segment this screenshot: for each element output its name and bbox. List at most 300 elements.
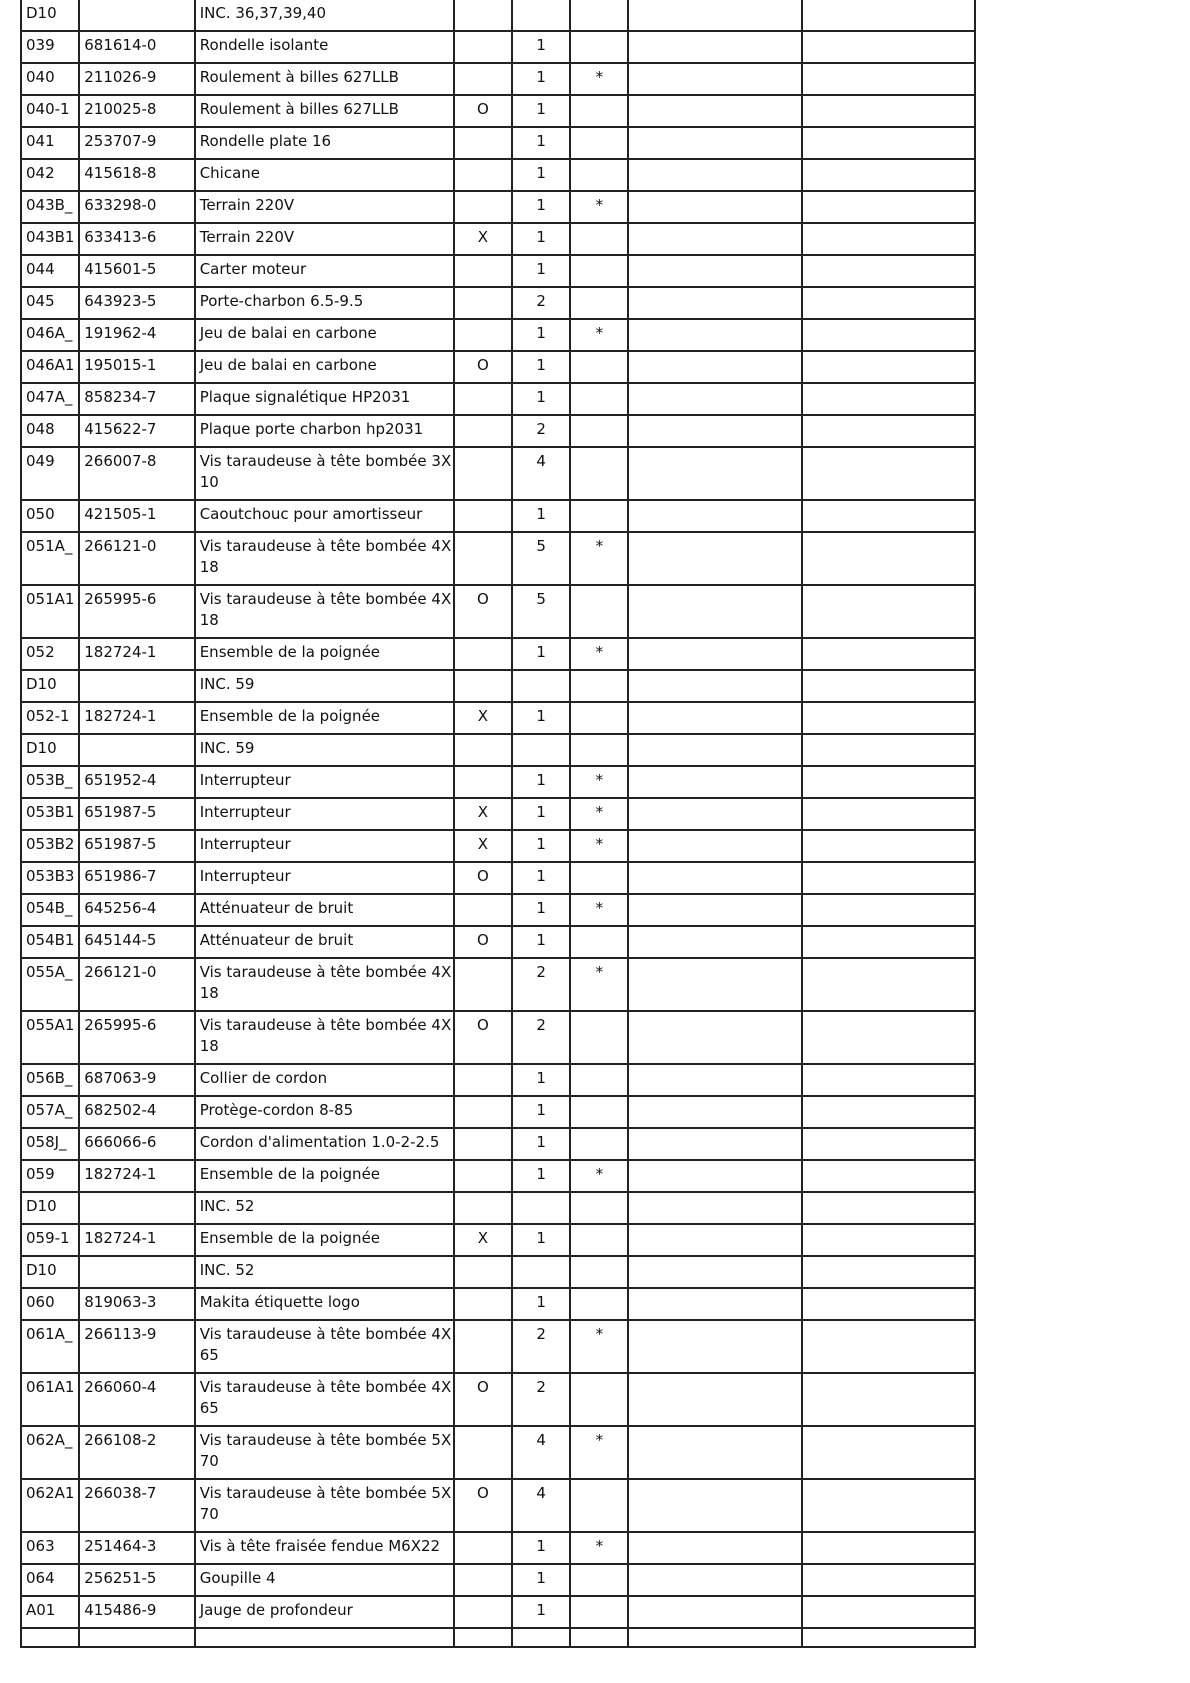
blank-cell: [802, 415, 975, 447]
option-cell: [454, 383, 512, 415]
table-row: [21, 319, 975, 351]
description-cell: Protège-cordon 8-85: [195, 1096, 454, 1128]
option-cell: [454, 1160, 512, 1192]
quantity-cell: 1: [512, 862, 570, 894]
quantity-cell: 2: [512, 287, 570, 319]
description-cell: Vis taraudeuse à tête bombée 5X 70: [195, 1426, 454, 1479]
description-cell: Vis taraudeuse à tête bombée 3X 10: [195, 447, 454, 500]
table-row: [21, 1628, 975, 1647]
ref-cell: 051A1: [21, 585, 79, 638]
ref-cell: 059: [21, 1160, 79, 1192]
table-row: [21, 1532, 975, 1564]
table-row: [21, 585, 975, 638]
blank-cell: [628, 1628, 802, 1647]
description-cell: Roulement à billes 627LLB: [195, 63, 454, 95]
blank-cell: [628, 670, 802, 702]
blank-cell: [628, 351, 802, 383]
note-cell: *: [570, 958, 628, 1011]
part-number-cell: [79, 734, 194, 766]
blank-cell: [802, 958, 975, 1011]
blank-cell: [628, 1192, 802, 1224]
option-cell: [454, 1128, 512, 1160]
part-number-cell: [79, 0, 194, 31]
part-number-cell: 645256-4: [79, 894, 194, 926]
blank-cell: [802, 585, 975, 638]
part-number-cell: 858234-7: [79, 383, 194, 415]
quantity-cell: 1: [512, 127, 570, 159]
table-row: [21, 255, 975, 287]
part-number-cell: 687063-9: [79, 1064, 194, 1096]
option-cell: [454, 1064, 512, 1096]
blank-cell: [628, 1532, 802, 1564]
table-row: [21, 926, 975, 958]
note-cell: [570, 926, 628, 958]
ref-cell: A01: [21, 1596, 79, 1628]
part-number-cell: 182724-1: [79, 702, 194, 734]
table-row: [21, 447, 975, 500]
table-row: [21, 830, 975, 862]
blank-cell: [628, 638, 802, 670]
ref-cell: 052: [21, 638, 79, 670]
note-cell: *: [570, 798, 628, 830]
blank-cell: [628, 63, 802, 95]
note-cell: [570, 734, 628, 766]
table-row: [21, 1426, 975, 1479]
part-number-cell: 666066-6: [79, 1128, 194, 1160]
quantity-cell: 1: [512, 702, 570, 734]
note-cell: [570, 287, 628, 319]
part-number-cell: 266108-2: [79, 1426, 194, 1479]
note-cell: [570, 351, 628, 383]
blank-cell: [628, 1320, 802, 1373]
table-row: [21, 1192, 975, 1224]
quantity-cell: 5: [512, 585, 570, 638]
table-row: [21, 500, 975, 532]
note-cell: [570, 1064, 628, 1096]
part-number-cell: 256251-5: [79, 1564, 194, 1596]
blank-cell: [628, 1564, 802, 1596]
quantity-cell: 2: [512, 1011, 570, 1064]
blank-cell: [802, 255, 975, 287]
option-cell: X: [454, 1224, 512, 1256]
blank-cell: [628, 191, 802, 223]
option-cell: [454, 127, 512, 159]
description-cell: Vis taraudeuse à tête bombée 4X 65: [195, 1373, 454, 1426]
option-cell: [454, 63, 512, 95]
description-cell: INC. 59: [195, 734, 454, 766]
option-cell: O: [454, 926, 512, 958]
quantity-cell: [512, 1256, 570, 1288]
ref-cell: 053B1: [21, 798, 79, 830]
table-row: [21, 1288, 975, 1320]
option-cell: O: [454, 1011, 512, 1064]
option-cell: [454, 894, 512, 926]
blank-cell: [802, 1373, 975, 1426]
option-cell: [454, 191, 512, 223]
note-cell: *: [570, 191, 628, 223]
part-number-cell: 266007-8: [79, 447, 194, 500]
ref-cell: 059-1: [21, 1224, 79, 1256]
option-cell: X: [454, 830, 512, 862]
ref-cell: 040: [21, 63, 79, 95]
ref-cell: D10: [21, 670, 79, 702]
table-row: [21, 1373, 975, 1426]
part-number-cell: 633298-0: [79, 191, 194, 223]
quantity-cell: [512, 734, 570, 766]
blank-cell: [628, 1096, 802, 1128]
part-number-cell: 633413-6: [79, 223, 194, 255]
part-number-cell: 415486-9: [79, 1596, 194, 1628]
description-cell: Chicane: [195, 159, 454, 191]
blank-cell: [21, 1628, 79, 1647]
blank-cell: [628, 1288, 802, 1320]
ref-cell: 046A1: [21, 351, 79, 383]
blank-cell: [802, 894, 975, 926]
blank-cell: [628, 1224, 802, 1256]
ref-cell: 062A1: [21, 1479, 79, 1532]
ref-cell: 057A_: [21, 1096, 79, 1128]
option-cell: [454, 1192, 512, 1224]
quantity-cell: 4: [512, 1426, 570, 1479]
blank-cell: [628, 31, 802, 63]
note-cell: [570, 159, 628, 191]
blank-cell: [628, 1596, 802, 1628]
ref-cell: 046A_: [21, 319, 79, 351]
blank-cell: [802, 223, 975, 255]
quantity-cell: 1: [512, 191, 570, 223]
description-cell: Atténuateur de bruit: [195, 926, 454, 958]
blank-cell: [802, 1192, 975, 1224]
part-number-cell: 421505-1: [79, 500, 194, 532]
option-cell: [454, 1288, 512, 1320]
blank-cell: [802, 447, 975, 500]
part-number-cell: 651987-5: [79, 830, 194, 862]
quantity-cell: 1: [512, 1096, 570, 1128]
table-row: [21, 127, 975, 159]
table-row: [21, 638, 975, 670]
ref-cell: 062A_: [21, 1426, 79, 1479]
quantity-cell: [512, 670, 570, 702]
quantity-cell: 1: [512, 383, 570, 415]
quantity-cell: 1: [512, 926, 570, 958]
ref-cell: 063: [21, 1532, 79, 1564]
ref-cell: 056B_: [21, 1064, 79, 1096]
quantity-cell: 1: [512, 351, 570, 383]
note-cell: [570, 702, 628, 734]
note-cell: [570, 1596, 628, 1628]
ref-cell: 055A1: [21, 1011, 79, 1064]
description-cell: Vis taraudeuse à tête bombée 4X 18: [195, 1011, 454, 1064]
ref-cell: D10: [21, 1192, 79, 1224]
description-cell: Jeu de balai en carbone: [195, 319, 454, 351]
blank-cell: [628, 1479, 802, 1532]
part-number-cell: 182724-1: [79, 1224, 194, 1256]
blank-cell: [802, 1128, 975, 1160]
ref-cell: 055A_: [21, 958, 79, 1011]
part-number-cell: 682502-4: [79, 1096, 194, 1128]
part-number-cell: 265995-6: [79, 1011, 194, 1064]
part-number-cell: 681614-0: [79, 31, 194, 63]
quantity-cell: 1: [512, 1288, 570, 1320]
quantity-cell: 1: [512, 223, 570, 255]
ref-cell: 044: [21, 255, 79, 287]
note-cell: [570, 1192, 628, 1224]
blank-cell: [79, 1628, 194, 1647]
quantity-cell: 1: [512, 1532, 570, 1564]
blank-cell: [802, 532, 975, 585]
blank-cell: [628, 734, 802, 766]
ref-cell: 051A_: [21, 532, 79, 585]
part-number-cell: 651987-5: [79, 798, 194, 830]
blank-cell: [802, 1628, 975, 1647]
note-cell: [570, 1011, 628, 1064]
blank-cell: [628, 415, 802, 447]
parts-table: [20, 0, 976, 1648]
blank-cell: [802, 1532, 975, 1564]
option-cell: [454, 1596, 512, 1628]
note-cell: *: [570, 766, 628, 798]
table-row: [21, 766, 975, 798]
table-row: [21, 1320, 975, 1373]
blank-cell: [628, 383, 802, 415]
description-cell: Carter moteur: [195, 255, 454, 287]
blank-cell: [570, 1628, 628, 1647]
description-cell: Plaque signalétique HP2031: [195, 383, 454, 415]
blank-cell: [802, 1096, 975, 1128]
note-cell: [570, 1096, 628, 1128]
table-row: [21, 1160, 975, 1192]
table-row: [21, 1064, 975, 1096]
quantity-cell: 5: [512, 532, 570, 585]
blank-cell: [512, 1628, 570, 1647]
blank-cell: [802, 1288, 975, 1320]
blank-cell: [802, 191, 975, 223]
option-cell: [454, 1256, 512, 1288]
option-cell: [454, 958, 512, 1011]
part-number-cell: 643923-5: [79, 287, 194, 319]
part-number-cell: 266060-4: [79, 1373, 194, 1426]
table-row: [21, 223, 975, 255]
note-cell: [570, 1128, 628, 1160]
description-cell: Ensemble de la poignée: [195, 702, 454, 734]
table-row: [21, 1128, 975, 1160]
part-number-cell: [79, 1256, 194, 1288]
blank-cell: [802, 1224, 975, 1256]
ref-cell: 061A1: [21, 1373, 79, 1426]
blank-cell: [628, 532, 802, 585]
quantity-cell: 2: [512, 1373, 570, 1426]
blank-cell: [802, 638, 975, 670]
blank-cell: [628, 702, 802, 734]
table-row: [21, 1256, 975, 1288]
quantity-cell: 1: [512, 1224, 570, 1256]
quantity-cell: 1: [512, 255, 570, 287]
table-row: [21, 1096, 975, 1128]
table-row: [21, 862, 975, 894]
table-row: [21, 287, 975, 319]
part-number-cell: 182724-1: [79, 1160, 194, 1192]
quantity-cell: 1: [512, 830, 570, 862]
blank-cell: [628, 585, 802, 638]
ref-cell: D10: [21, 1256, 79, 1288]
quantity-cell: 1: [512, 798, 570, 830]
note-cell: [570, 1288, 628, 1320]
description-cell: Vis à tête fraisée fendue M6X22: [195, 1532, 454, 1564]
part-number-cell: 651986-7: [79, 862, 194, 894]
blank-cell: [802, 1479, 975, 1532]
part-number-cell: 191962-4: [79, 319, 194, 351]
description-cell: Jeu de balai en carbone: [195, 351, 454, 383]
table-row: [21, 1224, 975, 1256]
part-number-cell: 253707-9: [79, 127, 194, 159]
part-number-cell: [79, 1192, 194, 1224]
ref-cell: 053B_: [21, 766, 79, 798]
part-number-cell: 645144-5: [79, 926, 194, 958]
description-cell: Vis taraudeuse à tête bombée 5X 70: [195, 1479, 454, 1532]
option-cell: [454, 734, 512, 766]
quantity-cell: 4: [512, 447, 570, 500]
description-cell: Makita étiquette logo: [195, 1288, 454, 1320]
blank-cell: [802, 159, 975, 191]
ref-cell: 048: [21, 415, 79, 447]
blank-cell: [802, 287, 975, 319]
blank-cell: [802, 1064, 975, 1096]
blank-cell: [628, 95, 802, 127]
blank-cell: [628, 894, 802, 926]
ref-cell: 045: [21, 287, 79, 319]
quantity-cell: 1: [512, 894, 570, 926]
table-row: [21, 1564, 975, 1596]
description-cell: Vis taraudeuse à tête bombée 4X 18: [195, 958, 454, 1011]
blank-cell: [802, 383, 975, 415]
blank-cell: [802, 1320, 975, 1373]
note-cell: [570, 500, 628, 532]
description-cell: Atténuateur de bruit: [195, 894, 454, 926]
option-cell: [454, 159, 512, 191]
description-cell: Interrupteur: [195, 798, 454, 830]
table-row: [21, 702, 975, 734]
blank-cell: [628, 1373, 802, 1426]
part-number-cell: 819063-3: [79, 1288, 194, 1320]
blank-cell: [628, 159, 802, 191]
ref-cell: 054B_: [21, 894, 79, 926]
note-cell: [570, 31, 628, 63]
quantity-cell: 4: [512, 1479, 570, 1532]
blank-cell: [628, 1011, 802, 1064]
note-cell: *: [570, 319, 628, 351]
part-number-cell: 251464-3: [79, 1532, 194, 1564]
table-row: [21, 798, 975, 830]
description-cell: Roulement à billes 627LLB: [195, 95, 454, 127]
description-cell: Vis taraudeuse à tête bombée 4X 18: [195, 532, 454, 585]
table-row: [21, 1479, 975, 1532]
ref-cell: 052-1: [21, 702, 79, 734]
description-cell: Rondelle isolante: [195, 31, 454, 63]
ref-cell: 041: [21, 127, 79, 159]
table-row: [21, 31, 975, 63]
blank-cell: [628, 1064, 802, 1096]
blank-cell: [628, 0, 802, 31]
quantity-cell: 1: [512, 638, 570, 670]
blank-cell: [628, 766, 802, 798]
option-cell: [454, 287, 512, 319]
blank-cell: [628, 223, 802, 255]
blank-cell: [802, 734, 975, 766]
note-cell: [570, 1373, 628, 1426]
description-cell: Interrupteur: [195, 830, 454, 862]
description-cell: Ensemble de la poignée: [195, 638, 454, 670]
description-cell: INC. 59: [195, 670, 454, 702]
part-number-cell: 266113-9: [79, 1320, 194, 1373]
blank-cell: [802, 500, 975, 532]
ref-cell: D10: [21, 734, 79, 766]
table-row: [21, 1596, 975, 1628]
note-cell: [570, 447, 628, 500]
description-cell: Rondelle plate 16: [195, 127, 454, 159]
quantity-cell: [512, 1192, 570, 1224]
ref-cell: 043B1: [21, 223, 79, 255]
description-cell: Plaque porte charbon hp2031: [195, 415, 454, 447]
table-row: [21, 351, 975, 383]
quantity-cell: 1: [512, 95, 570, 127]
note-cell: [570, 95, 628, 127]
quantity-cell: 2: [512, 958, 570, 1011]
quantity-cell: 1: [512, 1564, 570, 1596]
note-cell: *: [570, 1426, 628, 1479]
note-cell: *: [570, 63, 628, 95]
ref-cell: D10: [21, 0, 79, 31]
note-cell: [570, 383, 628, 415]
quantity-cell: 1: [512, 31, 570, 63]
blank-cell: [802, 1256, 975, 1288]
description-cell: Jauge de profondeur: [195, 1596, 454, 1628]
blank-cell: [802, 670, 975, 702]
quantity-cell: 1: [512, 63, 570, 95]
table-row: [21, 415, 975, 447]
option-cell: [454, 415, 512, 447]
ref-cell: 043B_: [21, 191, 79, 223]
blank-cell: [628, 500, 802, 532]
quantity-cell: 2: [512, 1320, 570, 1373]
blank-cell: [802, 0, 975, 31]
description-cell: INC. 36,37,39,40: [195, 0, 454, 31]
blank-cell: [628, 958, 802, 1011]
description-cell: Ensemble de la poignée: [195, 1160, 454, 1192]
quantity-cell: 1: [512, 1064, 570, 1096]
blank-cell: [628, 287, 802, 319]
option-cell: O: [454, 585, 512, 638]
table-row: [21, 0, 975, 31]
option-cell: X: [454, 702, 512, 734]
blank-cell: [628, 926, 802, 958]
blank-cell: [802, 1011, 975, 1064]
option-cell: [454, 532, 512, 585]
description-cell: Interrupteur: [195, 766, 454, 798]
quantity-cell: 1: [512, 319, 570, 351]
blank-cell: [802, 63, 975, 95]
ref-cell: 050: [21, 500, 79, 532]
option-cell: O: [454, 1373, 512, 1426]
ref-cell: 061A_: [21, 1320, 79, 1373]
ref-cell: 039: [21, 31, 79, 63]
blank-cell: [628, 1426, 802, 1479]
description-cell: Cordon d'alimentation 1.0-2-2.5: [195, 1128, 454, 1160]
quantity-cell: 1: [512, 1128, 570, 1160]
option-cell: [454, 447, 512, 500]
option-cell: [454, 1426, 512, 1479]
note-cell: [570, 1224, 628, 1256]
blank-cell: [802, 766, 975, 798]
